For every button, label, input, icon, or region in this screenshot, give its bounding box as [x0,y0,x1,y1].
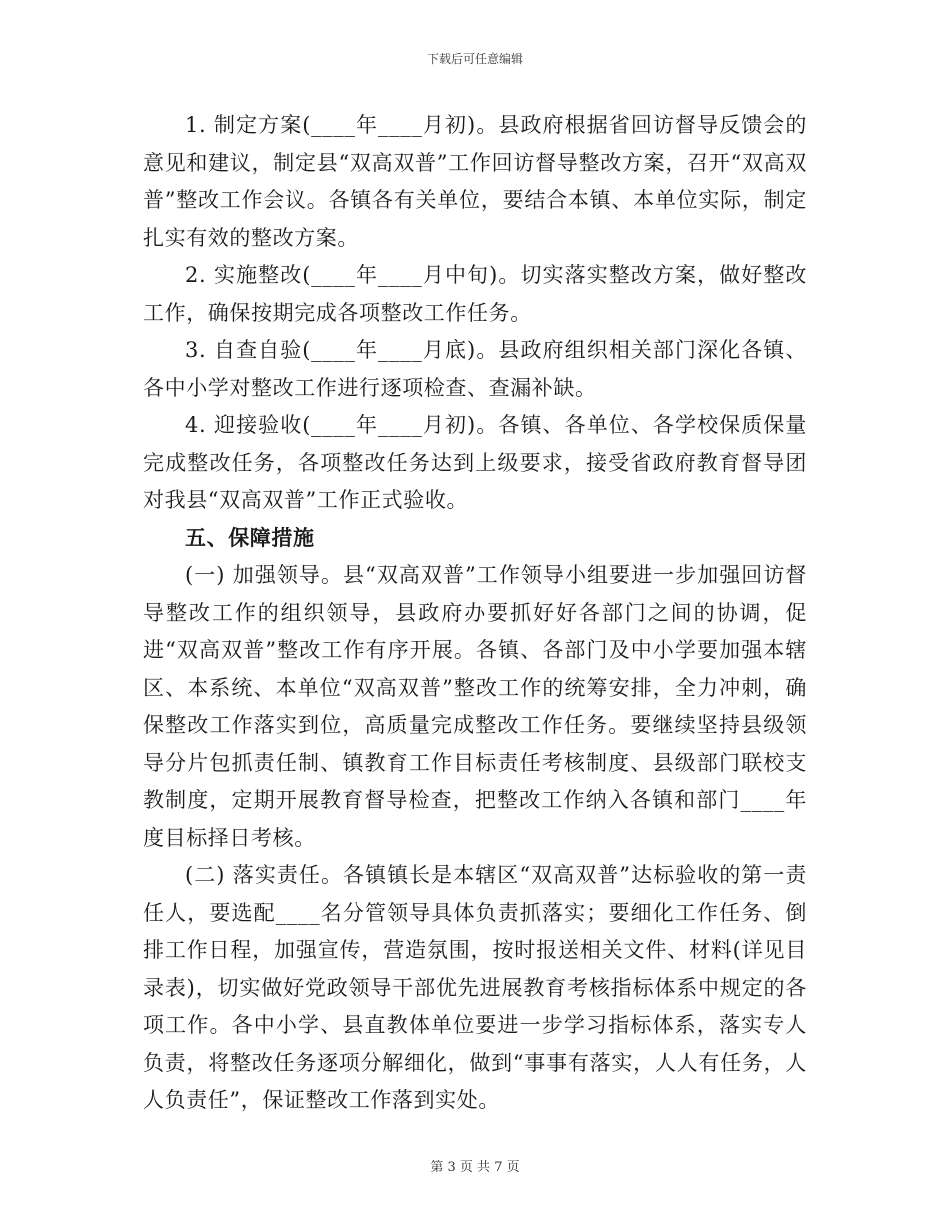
schedule-item-3: 3. 自查自验(____年____月底)。县政府组织相关部门深化各镇、各中小学对整改工作进行逐项检查、查漏补缺。 [143,338,807,400]
section-heading: 五、保障措施 [185,525,315,550]
paragraph-leadership: (一) 加强领导。县“双高双普”工作领导小组要进一步加强回访督导整改工作的组织领导，县政府办要抓好好各部门之间的协调，促进“双高双普”整改工作有序开展。各镇、各部门及中小学要加强本辖区、本系统、本单位“双高双普”整改工作的统筹安排，全力冲刺，确保整改工作落实到位，高质量完成整改工作任务。要继续坚持县级领导分片包抓责任制、镇教育工作目标责任考核制度、县级部门联校支教制度，定期开展教育督导检查，把整改工作纳入各镇和部门____年度目标择日考核。 [143,563,807,850]
page-header: 下载后可任意编辑 [426,52,523,66]
page-number: 第 3 页 共 7 页 [430,1160,520,1175]
document-body [143,107,807,1120]
schedule-item-2: 2. 实施整改(____年____月中旬)。切实落实整改方案，做好整改工作，确保按期完成各项整改工作任务。 [143,263,807,325]
schedule-item-1: 1. 制定方案(____年____月初)。县政府根据省回访督导反馈会的意见和建议，制定县“双高双普”工作回访督导整改方案，召开“双高双普”整改工作会议。各镇各有关单位，要结合本镇、本单位实际，制定扎实有效的整改方案。 [143,113,807,250]
schedule-item-4: 4. 迎接验收(____年____月初)。各镇、各单位、各学校保质保量完成整改任务，各项整改任务达到上级要求，接受省政府教育督导团对我县“双高双普”工作正式验收。 [143,413,807,512]
paragraph-responsibility: (二) 落实责任。各镇镇长是本辖区“双高双普”达标验收的第一责任人，要选配____名分管领导具体负责抓落实；要细化工作任务、倒排工作日程，加强宣传，营造氛围，按时报送相关文件、材料(详见目录表)，切实做好党政领导干部优先进展教育考核指标体系中规定的各项工作。各中小学、县直教体单位要进一步学习指标体系，落实专人负责，将整改任务逐项分解细化，做到“事事有落实，人人有任务，人人负责任”，保证整改工作落到实处。 [143,863,807,1112]
